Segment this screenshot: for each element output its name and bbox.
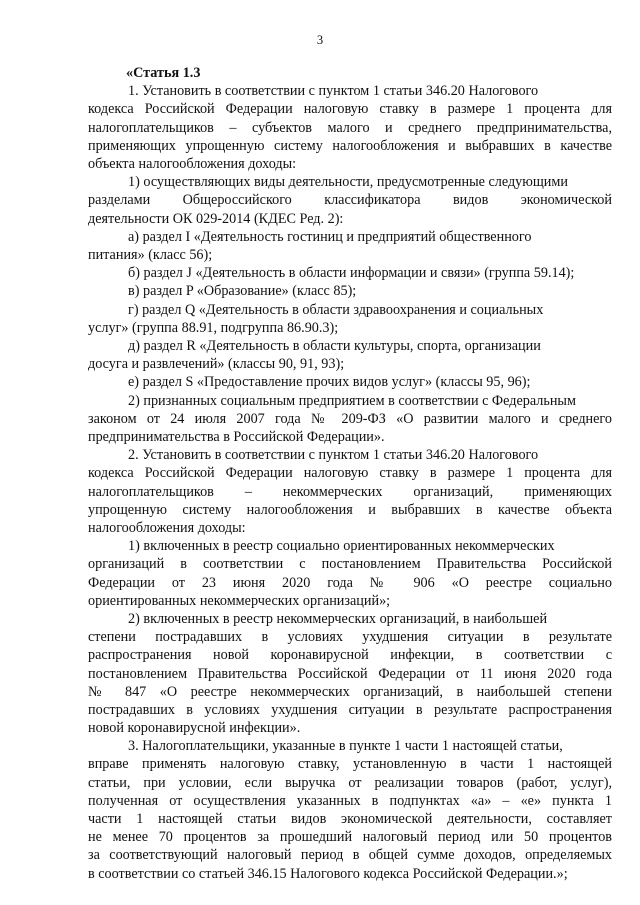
text-line: кодекса Российской Федерации налоговую ставку в размере 1 процента для	[88, 101, 612, 118]
article-heading: «Статья 1.3	[126, 65, 201, 81]
text-line: налогоплательщиков – некоммерческих организаций, применяющих	[88, 483, 612, 500]
text-line: кодекса Российской Федерации налоговую ставку в размере 1 процента для	[88, 465, 612, 482]
text-line: 2. Установить в соответствии с пунктом 1 статьи 346.20 Налогового	[128, 447, 539, 464]
text-line: статьи, при условии, если выручка от реализации товаров (работ, услуг),	[88, 774, 612, 791]
text-line: полученная от осуществления указанных в подпунктах «а» – «е» пункта 1	[88, 792, 612, 809]
text-line: 2) включенных в реестр некоммерческих организаций, в наибольшей	[128, 610, 548, 627]
text-line: объекта налогообложения доходы:	[88, 155, 297, 172]
text-line: г) раздел Q «Деятельность в области здравоохранения и социальных	[128, 301, 544, 318]
text-line: деятельности ОК 029-2014 (КДЕС Ред. 2):	[88, 210, 344, 227]
text-line: за соответствующий налоговый период в общей сумме доходов, определяемых	[88, 847, 612, 864]
text-line: разделами Общероссийского классификатора видов экономической	[88, 192, 612, 209]
text-line: ориентированных некоммерческих организаций»;	[88, 592, 391, 609]
text-line: упрощенную систему налогообложения и выбравших в качестве объекта	[88, 501, 612, 518]
text-line: новой коронавирусной инфекции».	[88, 720, 301, 737]
text-line: 2) признанных социальным предприятием в соответствии с Федеральным	[128, 392, 576, 409]
text-line: Федерации от 23 июня 2020 года № 906 «О реестре социально	[88, 574, 612, 591]
text-line: части 1 настоящей статьи видов экономической деятельности, составляет	[88, 811, 612, 828]
text-line: в соответствии со статьей 346.15 Налогового кодекса Российской Федерации.»;	[88, 865, 568, 882]
text-line: не менее 70 процентов за прошедший налоговый период или 50 процентов	[88, 829, 612, 846]
text-line: пострадавших в условиях ухудшения ситуации в результате распространения	[88, 701, 612, 718]
text-line: 1) осуществляющих виды деятельности, предусмотренные следующими	[128, 174, 568, 191]
text-line: законом от 24 июля 2007 года № 209-ФЗ «О развитии малого и среднего	[88, 410, 612, 427]
text-line: применяющих упрощенную систему налогообложения и выбравших в качестве	[88, 137, 612, 154]
text-line: организаций в соответствии с постановлением Правительства Российской	[88, 556, 612, 573]
text-line: а) раздел I «Деятельность гостиниц и предприятий общественного	[128, 228, 532, 245]
text-line: № 847 «О реестре некоммерческих организаций, в наибольшей степени	[88, 683, 612, 700]
text-line: питания» (класс 56);	[88, 246, 213, 263]
text-line: е) раздел S «Предоставление прочих видов услуг» (классы 95, 96);	[128, 374, 531, 391]
text-line: степени пострадавших в условиях ухудшения ситуации в результате	[88, 629, 612, 646]
text-line: вправе применять налоговую ставку, установленную в части 1 настоящей	[88, 756, 612, 773]
text-line: б) раздел J «Деятельность в области информации и связи» (группа 59.14);	[128, 265, 575, 282]
text-line: в) раздел P «Образование» (класс 85);	[128, 283, 357, 300]
text-line: постановлением Правительства Российской Федерации от 11 июня 2020 года	[88, 665, 612, 682]
text-line: д) раздел R «Деятельность в области культуры, спорта, организации	[128, 337, 541, 354]
text-line: распространения новой коронавирусной инфекции, в соответствии с	[88, 647, 612, 664]
text-line: налогоплательщиков – субъектов малого и среднего предпринимательства,	[88, 119, 612, 136]
text-line: 1) включенных в реестр социально ориентированных некоммерческих	[128, 538, 555, 555]
page-number: 3	[316, 33, 324, 47]
text-line: 3. Налогоплательщики, указанные в пункте 1 части 1 настоящей статьи,	[128, 738, 563, 755]
document-body	[88, 64, 612, 883]
text-line: услуг» (группа 88.91, подгруппа 86.90.3);	[88, 319, 339, 336]
text-line: предпринимательства в Российской Федерации».	[88, 428, 385, 445]
text-line: налогообложения доходы:	[88, 519, 246, 536]
text-line: досуга и развлечений» (классы 90, 91, 93);	[88, 356, 345, 373]
text-line: 1. Установить в соответствии с пунктом 1 статьи 346.20 Налогового	[128, 83, 539, 100]
